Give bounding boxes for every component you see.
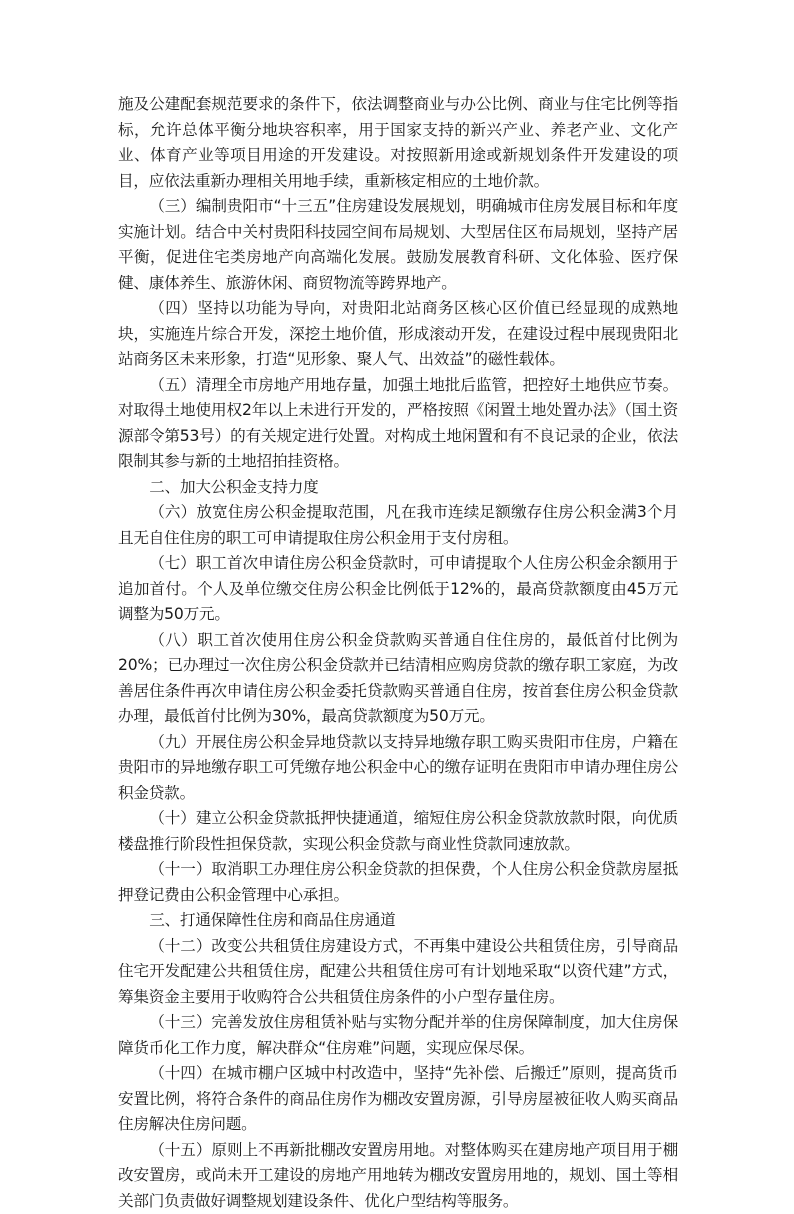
paragraph-item-7: （七）职工首次申请住房公积金贷款时，可申请提取个人住房公积金余额用于追加首付。个人及单位缴交住房公积金比例低于12%的，最高贷款额度由45万元调整为50万元。	[118, 551, 678, 628]
paragraph-item-11: （十一）取消职工办理住房公积金贷款的担保费，个人住房公积金贷款房屋抵押登记费由公积金管理中心承担。	[118, 857, 678, 908]
paragraph-item-4: （四）坚持以功能为导向，对贵阳北站商务区核心区价值已经显现的成熟地块，实施连片综合开发，深挖土地价值，形成滚动开发，在建设过程中展现贵阳北站商务区未来形象，打造“见形象、聚人气、出效益”的磁性载体。	[118, 296, 678, 373]
paragraph-item-12: （十二）改变公共租赁住房建设方式，不再集中建设公共租赁住房，引导商品住宅开发配建公共租赁住房，配建公共租赁住房可有计划地采取“以资代建”方式，筹集资金主要用于收购符合公共租赁住房条件的小户型存量住房。	[118, 934, 678, 1011]
paragraph-item-6: （六）放宽住房公积金提取范围，凡在我市连续足额缴存住房公积金满3个月且无自住住房的职工可申请提取住房公积金用于支付房租。	[118, 500, 678, 551]
paragraph-item-5: （五）清理全市房地产用地存量，加强土地批后监管，把控好土地供应节奏。对取得土地使用权2年以上未进行开发的，严格按照《闲置土地处置办法》（国土资源部令第53号）的有关规定进行处置。对构成土地闲置和有不良记录的企业，依法限制其参与新的土地招拍挂资格。	[118, 373, 678, 475]
paragraph-item-10: （十）建立公积金贷款抵押快捷通道，缩短住房公积金贷款放款时限，向优质楼盘推行阶段性担保贷款，实现公积金贷款与商业性贷款同速放款。	[118, 806, 678, 857]
paragraph-continuation: 施及公建配套规范要求的条件下，依法调整商业与办公比例、商业与住宅比例等指标，允许总体平衡分地块容积率，用于国家支持的新兴产业、养老产业、文化产业、体育产业等项目用途的开发建设。对按照新用途或新规划条件开发建设的项目，应依法重新办理相关用地手续，重新核定相应的土地价款。	[118, 92, 678, 194]
paragraph-item-14: （十四）在城市棚户区城中村改造中，坚持“先补偿、后搬迁”原则，提高货币安置比例，将符合条件的商品住房作为棚改安置房源，引导房屋被征收人购买商品住房解决住房问题。	[118, 1061, 678, 1138]
document-page	[118, 92, 678, 1214]
paragraph-item-13: （十三）完善发放住房租赁补贴与实物分配并举的住房保障制度，加大住房保障货币化工作力度，解决群众“住房难”问题，实现应保尽保。	[118, 1010, 678, 1061]
section-heading-2: 二、加大公积金支持力度	[118, 475, 678, 501]
paragraph-item-8: （八）职工首次使用住房公积金贷款购买普通自住住房的，最低首付比例为20%；已办理过一次住房公积金贷款并已结清相应购房贷款的缴存职工家庭，为改善居住条件再次申请住房公积金委托贷款购买普通自住房，按首套住房公积金贷款办理，最低首付比例为30%，最高贷款额度为50万元。	[118, 628, 678, 730]
paragraph-item-9: （九）开展住房公积金异地贷款以支持异地缴存职工购买贵阳市住房，户籍在贵阳市的异地缴存职工可凭缴存地公积金中心的缴存证明在贵阳市申请办理住房公积金贷款。	[118, 730, 678, 807]
section-heading-3: 三、打通保障性住房和商品住房通道	[118, 908, 678, 934]
paragraph-item-3: （三）编制贵阳市“十三五”住房建设发展规划，明确城市住房发展目标和年度实施计划。结合中关村贵阳科技园空间布局规划、大型居住区布局规划，坚持产居平衡，促进住宅类房地产向高端化发展。鼓励发展教育科研、文化体验、医疗保健、康体养生、旅游休闲、商贸物流等跨界地产。	[118, 194, 678, 296]
paragraph-item-15: （十五）原则上不再新批棚改安置房用地。对整体购买在建房地产项目用于棚改安置房，或尚未开工建设的房地产用地转为棚改安置房用地的，规划、国土等相关部门负责做好调整规划建设条件、优化户型结构等服务。	[118, 1138, 678, 1214]
